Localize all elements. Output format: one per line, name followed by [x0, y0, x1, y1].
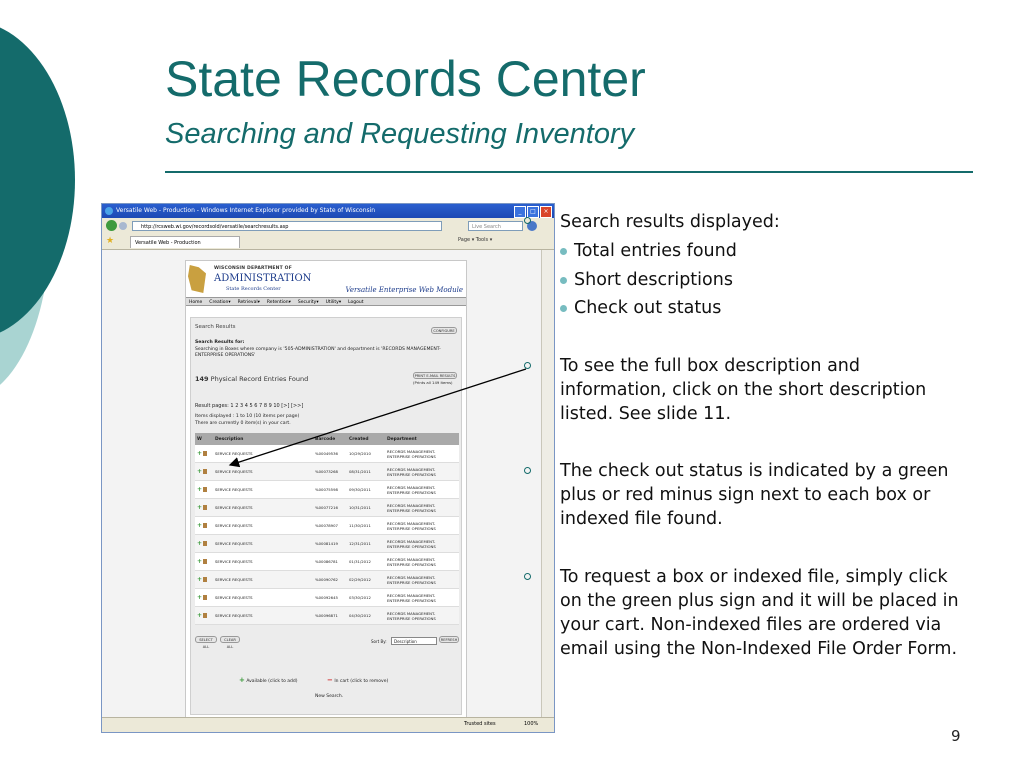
note-point-3: [560, 565, 970, 661]
row-description[interactable]: SERVICE REQUESTS: [213, 571, 313, 589]
col-description[interactable]: Description: [213, 433, 313, 445]
row-barcode: %00078907: [313, 517, 347, 535]
cart-status: There are currently 0 item(s) in your cart.: [195, 421, 291, 426]
row-department: RECORDS MANAGEMENT-ENTERPRISE OPERATIONS: [385, 553, 459, 571]
browser-window-title: Versatile Web - Production - Windows Internet Explorer provided by State of Wisconsin: [116, 207, 376, 214]
found-text: Physical Record Entries Found: [210, 375, 309, 383]
outline-bullet-icon: [524, 467, 531, 474]
sub-bullet-2: [574, 268, 954, 292]
row-department: RECORDS MANAGEMENT-ENTERPRISE OPERATIONS: [385, 445, 459, 463]
items-displayed: Items displayed : 1 to 10 (10 items per page): [195, 414, 300, 419]
red-minus-icon: −: [327, 676, 333, 684]
nav-home[interactable]: Home: [189, 300, 203, 305]
dot-bullet-icon: [560, 305, 567, 312]
row-created: 03/30/2012: [347, 589, 385, 607]
select-all-button[interactable]: SELECT ALL: [195, 636, 217, 643]
page-number: 9: [951, 727, 961, 745]
nav-creation[interactable]: Creation▾: [209, 300, 231, 305]
minimize-button[interactable]: _: [514, 206, 526, 218]
sub-bullet-text: Short descriptions: [574, 270, 733, 290]
row-created: 08/31/2011: [347, 463, 385, 481]
green-plus-icon[interactable]: +: [197, 539, 203, 547]
green-plus-icon[interactable]: +: [197, 467, 203, 475]
green-plus-icon[interactable]: +: [197, 593, 203, 601]
logo-line1: WISCONSIN DEPARTMENT OF: [214, 266, 292, 271]
col-created[interactable]: Created: [347, 433, 385, 445]
note-point-text: The check out status is indicated by a green plus or red minus sign next to each box or indexed file found.: [560, 461, 949, 529]
favorites-star-icon[interactable]: ★: [106, 236, 115, 246]
print-note: (Prints all 149 items): [413, 380, 453, 385]
row-created: 12/31/2011: [347, 535, 385, 553]
logo-line2: ADMINISTRATION: [214, 273, 312, 284]
row-description[interactable]: SERVICE REQUESTS: [213, 481, 313, 499]
row-created: 02/29/2012: [347, 571, 385, 589]
url-field[interactable]: http://rcsweb.wi.gov/recordsold/versatile/searchresults.asp: [132, 221, 442, 231]
row-department: RECORDS MANAGEMENT-ENTERPRISE OPERATIONS: [385, 463, 459, 481]
result-pages-links[interactable]: 1 2 3 4 5 6 7 8 9 10 [>] [>>]: [230, 403, 304, 409]
sort-by-select[interactable]: Description: [391, 637, 437, 645]
row-created: 10/31/2011: [347, 499, 385, 517]
found-count: 149: [195, 375, 209, 383]
row-created: 10/29/2010: [347, 445, 385, 463]
row-department: RECORDS MANAGEMENT-ENTERPRISE OPERATIONS: [385, 517, 459, 535]
nav-security[interactable]: Security▾: [297, 300, 319, 305]
green-plus-icon[interactable]: +: [197, 575, 203, 583]
green-plus-icon[interactable]: +: [197, 503, 203, 511]
result-pages-label: Result pages:: [195, 403, 229, 409]
print-email-results-button[interactable]: PRINT E-MAIL RESULTS: [414, 374, 456, 378]
green-plus-icon: +: [239, 676, 245, 684]
nav-utility[interactable]: Utility▾: [325, 300, 342, 305]
logo-line3: State Records Center: [226, 286, 281, 292]
note-point-1: [560, 354, 970, 426]
row-description[interactable]: SERVICE REQUESTS: [213, 589, 313, 607]
row-description[interactable]: SERVICE REQUESTS: [213, 553, 313, 571]
maximize-button[interactable]: □: [527, 206, 539, 218]
nav-retrieval[interactable]: Retrieval▾: [237, 300, 260, 305]
row-department: RECORDS MANAGEMENT-ENTERPRISE OPERATIONS: [385, 535, 459, 553]
sub-bullet-1: [574, 239, 954, 263]
arrow-to-description: [230, 369, 526, 465]
legend-in-cart-text: In cart (click to remove): [334, 679, 389, 684]
notes-intro: Search results displayed:: [560, 212, 780, 232]
row-description[interactable]: SERVICE REQUESTS: [213, 499, 313, 517]
row-description[interactable]: SERVICE REQUESTS: [213, 517, 313, 535]
col-barcode[interactable]: Barcode: [313, 433, 347, 445]
close-button[interactable]: ×: [540, 206, 552, 218]
slide-title: State Records Center: [165, 51, 646, 107]
row-barcode: %00077216: [313, 499, 347, 517]
outline-bullet-icon: [524, 217, 531, 224]
row-description[interactable]: SERVICE REQUESTS: [213, 445, 313, 463]
sub-bullet-3: [574, 296, 954, 320]
slide-subtitle: Searching and Requesting Inventory: [165, 118, 635, 150]
row-barcode: %00049536: [313, 445, 347, 463]
legend-available-text: Available (click to add): [246, 679, 298, 684]
row-created: 04/30/2012: [347, 607, 385, 625]
row-department: RECORDS MANAGEMENT-ENTERPRISE OPERATIONS: [385, 481, 459, 499]
row-created: 09/30/2011: [347, 481, 385, 499]
note-point-text: To request a box or indexed file, simply click on the green plus sign and it will be placed in your cart. Non-indexed files are ordered via email using the Non-Indexed File Order Form.: [560, 567, 959, 659]
row-department: RECORDS MANAGEMENT-ENTERPRISE OPERATIONS: [385, 607, 459, 625]
configure-button[interactable]: CONFIGURE: [431, 327, 457, 334]
sort-by-label: Sort By:: [371, 639, 387, 644]
row-barcode: %00092645: [313, 589, 347, 607]
col-department[interactable]: Department: [385, 433, 459, 445]
green-plus-icon[interactable]: +: [197, 611, 203, 619]
results-for-label: Search Results for:: [195, 340, 245, 345]
note-point-text: To see the full box description and information, click on the short description listed. See slide 11.: [560, 356, 927, 424]
sub-bullet-text: Total entries found: [574, 241, 737, 261]
browser-tab[interactable]: Versatile Web - Production: [130, 236, 240, 248]
nav-retention[interactable]: Retention▾: [266, 300, 291, 305]
dot-bullet-icon: [560, 248, 567, 255]
zoom-level[interactable]: 100%: [524, 721, 539, 727]
outline-bullet-icon: [524, 362, 531, 369]
green-plus-icon[interactable]: +: [197, 485, 203, 493]
dot-bullet-icon: [560, 277, 567, 284]
live-search-input[interactable]: Live Search: [468, 221, 523, 231]
outline-bullet-icon: [524, 573, 531, 580]
row-description[interactable]: SERVICE REQUESTS: [213, 463, 313, 481]
green-plus-icon[interactable]: +: [197, 557, 203, 565]
row-department: RECORDS MANAGEMENT-ENTERPRISE OPERATIONS: [385, 571, 459, 589]
trusted-sites-zone: Trusted sites: [464, 721, 496, 727]
green-plus-icon[interactable]: +: [197, 449, 203, 457]
row-description[interactable]: SERVICE REQUESTS: [213, 535, 313, 553]
green-plus-icon[interactable]: +: [197, 521, 203, 529]
command-bar[interactable]: Page ▾ Tools ▾: [458, 237, 493, 243]
col-w: W: [195, 433, 213, 445]
row-description[interactable]: SERVICE REQUESTS: [213, 607, 313, 625]
clear-all-button[interactable]: CLEAR ALL: [220, 636, 240, 643]
new-search-link[interactable]: New Search.: [315, 694, 344, 699]
row-barcode: %00096871: [313, 607, 347, 625]
nav-logout[interactable]: Logout: [348, 300, 364, 305]
sub-bullet-text: Check out status: [574, 298, 722, 318]
row-created: 01/31/2012: [347, 553, 385, 571]
row-barcode: %00075598: [313, 481, 347, 499]
row-barcode: %00086781: [313, 553, 347, 571]
row-created: 11/30/2011: [347, 517, 385, 535]
module-name: Versatile Enterprise Web Module: [345, 286, 463, 294]
row-barcode: %00081419: [313, 535, 347, 553]
results-for-text: Searching in Boxes where company is '505-ADMINISTRATION' and department is 'RECORDS MANAGEMENT-ENTERPRISE OPERATIONS': [195, 347, 441, 358]
row-department: RECORDS MANAGEMENT-ENTERPRISE OPERATIONS: [385, 589, 459, 607]
note-point-2: [560, 459, 970, 531]
row-department: RECORDS MANAGEMENT-ENTERPRISE OPERATIONS: [385, 499, 459, 517]
refresh-button[interactable]: REFRESH: [440, 638, 458, 642]
row-barcode: %00073268: [313, 463, 347, 481]
row-barcode: %00090762: [313, 571, 347, 589]
panel-heading: Search Results: [195, 324, 236, 330]
